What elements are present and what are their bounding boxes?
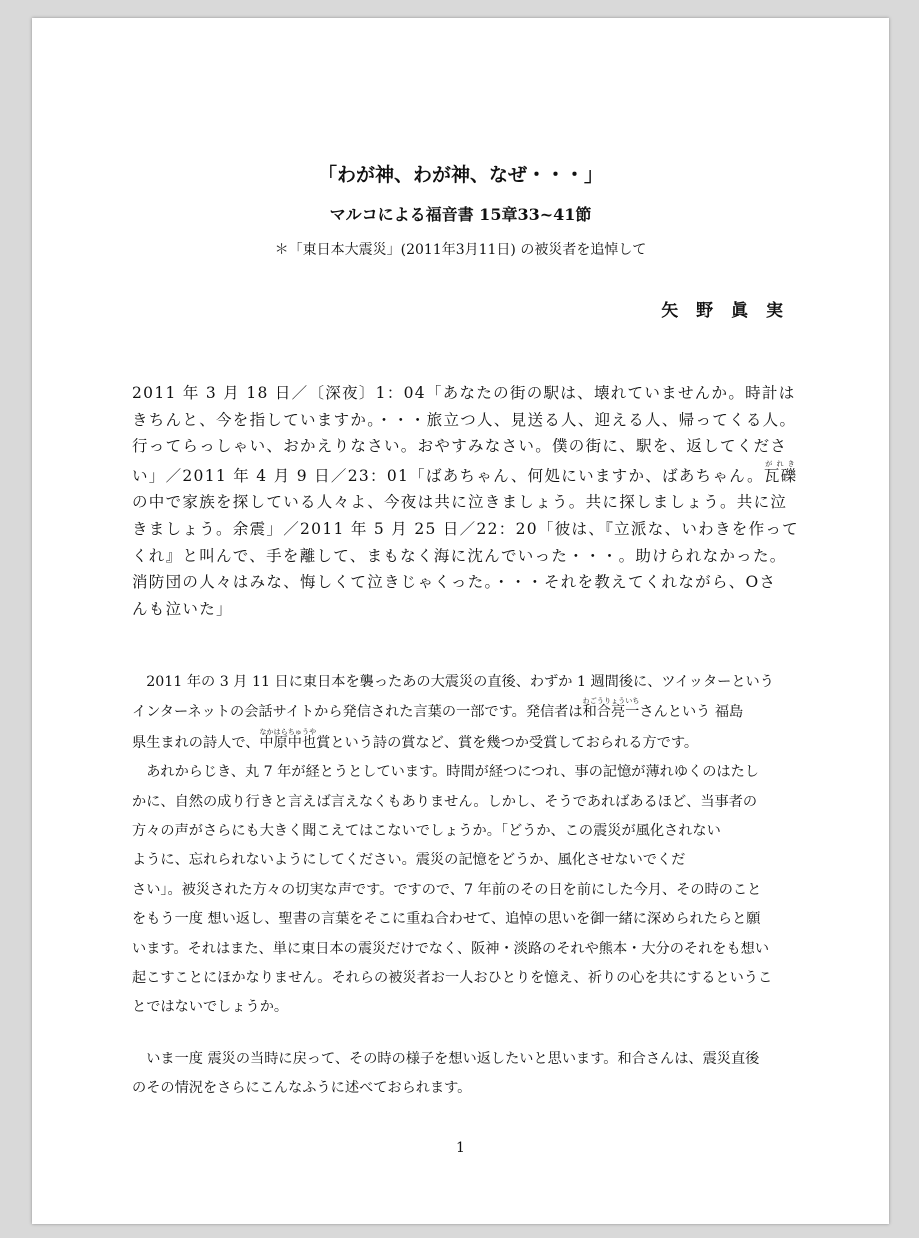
quote-line: んも泣いた」	[132, 599, 233, 618]
body-line: 起こすことにほかなりません。それらの被災者お一人おひとりを憶え、祈りの心を共にするというこ	[132, 970, 773, 987]
body-line: をもう一度 想い返し、聖書の言葉をそこに重ね合わせて、追悼の思いを御一緒に深められたらと願	[132, 911, 761, 928]
quote-line: きちんと、今を指していますか。・・・旅立つ人、見送る人、迎える人、帰ってくる人。	[132, 410, 797, 429]
body-line: いま一度 震災の当時に戻って、その時の様子を想い返したいと思います。和合さんは、震災直後	[146, 1051, 760, 1067]
scripture-reference: マルコによる福音書 15章33~41節	[329, 205, 592, 224]
body-line: あれからじき、丸 7 年が経とうとしています。時間が経つにつれ、事の記憶が薄れゆくのはたし	[146, 764, 759, 781]
ruby-gareki: 瓦礫がれき	[763, 459, 798, 485]
author-name: 矢 野 眞 実	[661, 301, 789, 321]
body-line: さい」。被災された方々の切実な声です。ですので、7 年前のその日を前にした今月、その時のこと	[132, 881, 762, 898]
document-page	[32, 18, 889, 1224]
body-line-with-ruby: 県生まれの詩人で、中原中也なかはらちゅうや賞という詩の賞など、賞を幾つか受賞しておられる方です。	[132, 727, 699, 751]
body-paragraph-2	[132, 1045, 792, 1104]
quote-line: きましょう。余震」／2011 年 5 月 25 日／22：20「彼は、『立派な、いわきを作って	[132, 519, 799, 538]
body-line: のその情況をさらにこんなふうに述べておられます。	[132, 1080, 472, 1097]
page-number: 1	[456, 1140, 465, 1156]
body-line: 方々の声がさらにも大きく聞こえてはこないでしょうか。「どうか、この震災が風化されない	[132, 823, 721, 840]
body-line: とではないでしょうか。	[132, 999, 289, 1016]
quote-line: くれ』と叫んで、手を離して、まもなく海に沈んでいった・・・。助けられなかった。	[132, 546, 787, 565]
ruby-wago: 和合亮一わごうりょういち	[582, 697, 640, 721]
quote-line: 行ってらっしゃい、おかえりなさい。おやすみなさい。僕の街に、駅を、返してくださ	[132, 437, 788, 456]
body-line: ように、忘れられないようにしてください。震災の記憶をどうか、風化させないでくだ	[132, 852, 686, 869]
body-line: います。それはまた、単に東日本の震災だけでなく、阪神・淡路のそれや熊本・大分のそれをも想い	[132, 940, 770, 957]
page-title: 「わが神、わが神、なぜ・・・」	[317, 164, 603, 186]
body-paragraph-1	[132, 668, 792, 1023]
ruby-nakahara: 中原中也なかはらちゅうや	[259, 727, 317, 751]
quote-line: 消防団の人々はみな、悔しくて泣きじゃくった。・・・それを教えてくれながら、Oさ	[132, 573, 777, 592]
quote-line: 2011 年 3 月 18 日／〔深夜〕1：04「あなたの街の駅は、壊れていませんか。時計は	[132, 384, 796, 402]
body-line: 2011 年の 3 月 11 日に東日本を襲ったあの大震災の直後、わずか 1 週間後に、ツイッターという	[146, 674, 774, 690]
quote-line: の中で家族を探している人々よ、今夜は共に泣きましょう。共に探しましょう。共に泣	[132, 493, 788, 512]
dedication-note: ＊「東日本大震災」(2011年3月11日) の被災者を追悼して	[274, 242, 647, 258]
tweet-quote-block	[132, 380, 799, 622]
quote-line-with-ruby: い」／2011 年 4 月 9 日／23：01「ばあちゃん、何処にいますか、ばあちゃん。瓦礫がれき	[132, 459, 798, 485]
body-line: かに、自然の成り行きと言えば言えなくもありません。しかし、そうであればあるほど、当事者の	[132, 793, 758, 810]
body-line-with-ruby: インターネットの会話サイトから発信された言葉の一部です。発信者は和合亮一わごうりょういちさんという 福島	[132, 697, 744, 721]
